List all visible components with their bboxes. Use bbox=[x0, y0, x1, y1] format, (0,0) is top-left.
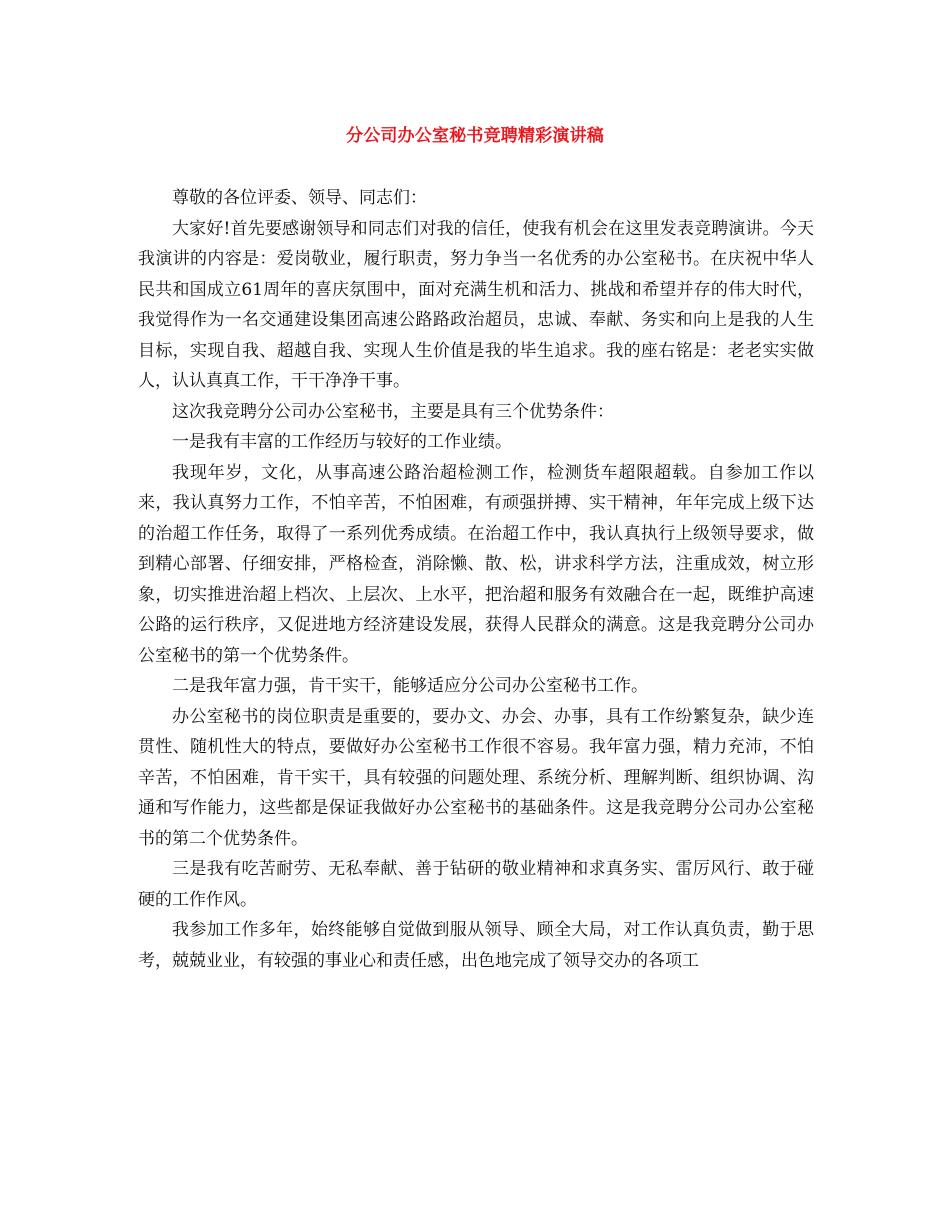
body-paragraph: 大家好!首先要感谢领导和同志们对我的信任，使我有机会在这里发表竞聘演讲。今天我演讲的内容是：爱岗敬业，履行职责，努力争当一名优秀的办公室秘书。在庆祝中华人民共和国成立61周年的喜庆氛围中，面对充满生机和活力、挑战和希望并存的伟大时代，我觉得作为一名交通建设集团高速公路路政治超员，忠诚、奉献、务实和向上是我的人生目标，实现自我、超越自我、实现人生价值是我的毕生追求。我的座右铭是：老老实实做人，认认真真工作，干干净净干事。 bbox=[138, 218, 814, 391]
salutation-paragraph: 尊敬的各位评委、领导、同志们： bbox=[172, 188, 427, 208]
section-heading-paragraph: 二是我年富力强，肯干实干，能够适应分公司办公室秘书工作。 bbox=[172, 676, 648, 696]
document-title: 分公司办公室秘书竞聘精彩演讲稿 bbox=[346, 126, 604, 146]
body-paragraph: 我参加工作多年，始终能够自觉做到服从领导、顾全大局，对工作认真负责，勤于思考，兢兢业业，有较强的事业心和责任感，出色地完成了领导交办的各项工 bbox=[138, 920, 814, 971]
body-paragraph: 我现年岁，文化，从事高速公路治超检测工作，检测货车超限超载。自参加工作以来，我认真努力工作，不怕辛苦，不怕困难，有顽强拼搏、实干精神，年年完成上级下达的治超工作任务，取得了一系列优秀成绩。在治超工作中，我认真执行上级领导要求，做到精心部署、仔细安排，严格检查，消除懒、散、松，讲求科学方法，注重成效，树立形象，切实推进治超上档次、上层次、上水平，把治超和服务有效融合在一起，既维护高速公路的运行秩序，又促进地方经济建设发展，获得人民群众的满意。这是我竞聘分公司办公室秘书的第一个优势条件。 bbox=[138, 462, 814, 666]
section-heading-paragraph: 一是我有丰富的工作经历与较好的工作业绩。 bbox=[172, 432, 512, 452]
document-body bbox=[138, 183, 814, 976]
body-paragraph: 这次我竞聘分公司办公室秘书，主要是具有三个优势条件： bbox=[172, 401, 614, 422]
section-heading-paragraph: 三是我有吃苦耐劳、无私奉献、善于钻研的敬业精神和求真务实、雷厉风行、敢于碰硬的工作作风。 bbox=[138, 859, 814, 910]
body-paragraph: 办公室秘书的岗位职责是重要的，要办文、办会、办事，具有工作纷繁复杂，缺少连贯性、随机性大的特点，要做好办公室秘书工作很不容易。我年富力强，精力充沛，不怕辛苦，不怕困难，肯干实干，具有较强的问题处理、系统分析、理解判断、组织协调、沟通和写作能力，这些都是保证我做好办公室秘书的基础条件。这是我竞聘分公司办公室秘书的第二个优势条件。 bbox=[138, 706, 814, 849]
